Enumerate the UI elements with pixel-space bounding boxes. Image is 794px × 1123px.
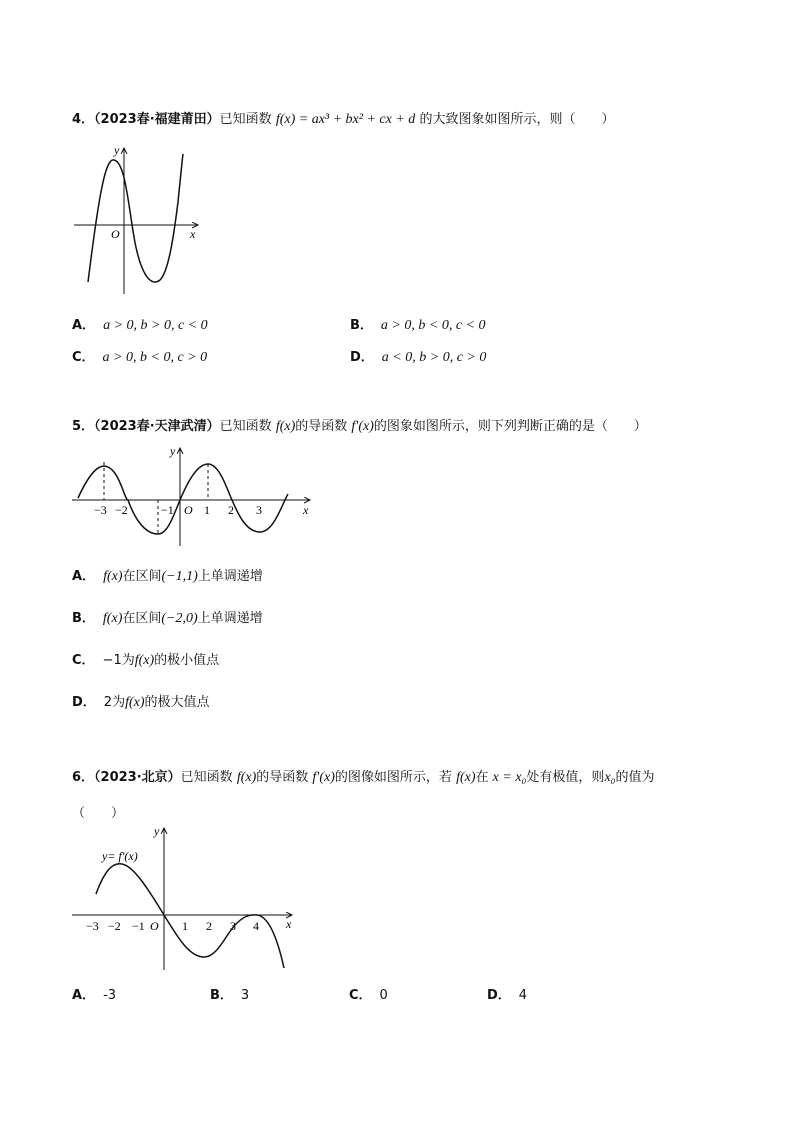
stem-text: 在 [475, 770, 489, 785]
option-text: 3 [240, 988, 250, 1003]
question-number: 6． [72, 770, 95, 785]
q6-graph [70, 822, 300, 974]
option-text: 的极大值点 [144, 695, 210, 710]
question-source: （2023·北京） [94, 770, 181, 785]
answer-paren: （ ） [72, 806, 125, 821]
option-text: 2为 [103, 695, 126, 710]
formula: f(x) [102, 611, 123, 626]
tick-label: −1 [132, 919, 145, 933]
option-label: A． [72, 988, 96, 1003]
option-text: 的极小值点 [154, 653, 220, 668]
tick-label: 1 [182, 919, 188, 933]
y-label: y [170, 444, 176, 458]
formula: f(x) = ax³ + bx² + cx + d [275, 112, 416, 127]
tick-label: 2 [228, 503, 234, 517]
stem-text: 处有极值，则 [526, 770, 605, 785]
formula: f(x) [236, 770, 257, 785]
question-6-paren [72, 802, 124, 821]
q5-option-c[interactable] [72, 649, 219, 669]
origin-label: O [184, 503, 193, 517]
question-source: （2023春·福建莆田） [94, 112, 220, 127]
y-label: y [114, 143, 120, 157]
option-text: a > 0, b < 0, c > 0 [102, 350, 208, 365]
option-text: -3 [103, 988, 117, 1003]
derivative-curve [78, 464, 288, 534]
stem-text: 的大致图象如图所示，则（ ） [419, 112, 615, 127]
tick-label: 3 [256, 503, 262, 517]
formula: f(x) [275, 419, 296, 434]
option-text: a < 0, b > 0, c > 0 [381, 350, 487, 365]
cubic-curve [88, 154, 183, 282]
x-label: x [303, 503, 309, 517]
option-text: 4 [518, 988, 528, 1003]
formula: f(x) [134, 653, 155, 668]
stem-text: 已知函数 [219, 112, 272, 127]
question-number: 5． [72, 419, 95, 434]
q6-option-b[interactable] [210, 984, 249, 1003]
tick-label: −3 [86, 919, 99, 933]
q6-option-c[interactable] [349, 984, 388, 1003]
option-text: 上单调递增 [197, 611, 263, 626]
y-label: y [154, 824, 160, 838]
q5-option-d[interactable] [72, 691, 210, 711]
formula: f′(x) [351, 419, 374, 434]
q5-option-b[interactable] [72, 607, 263, 627]
stem-text: 的图象如图所示，则下列判断正确的是（ ） [373, 419, 647, 434]
stem-text: 已知函数 [180, 770, 233, 785]
formula: f(x) [103, 569, 123, 584]
stem-text: 的图像如图所示，若 [334, 770, 452, 785]
q4-option-c[interactable] [72, 346, 207, 366]
option-label: B． [350, 318, 373, 333]
q6-option-d[interactable] [487, 984, 527, 1003]
option-text: 上单调递增 [197, 569, 263, 584]
curve-label: y= f′(x) [102, 849, 138, 863]
q4-graph [70, 142, 210, 298]
question-number: 4． [72, 112, 95, 127]
tick-label: −3 [94, 503, 107, 517]
q4-option-b[interactable] [350, 314, 485, 334]
tick-label: −2 [115, 503, 128, 517]
tick-label: −1 [161, 503, 174, 517]
option-text: −1为 [102, 653, 135, 668]
option-label: A． [72, 569, 96, 584]
formula: f(x) [456, 770, 476, 785]
stem-text: 的导函数 [256, 770, 309, 785]
interval: (−2,0) [161, 611, 198, 626]
question-5-stem [72, 415, 647, 435]
question-source: （2023春·天津武清） [94, 419, 220, 434]
q4-option-a[interactable] [72, 314, 208, 334]
interval: (−1,1) [161, 569, 198, 584]
formula: f(x) [125, 695, 145, 710]
option-text: 在区间 [122, 611, 162, 626]
q5-option-a[interactable] [72, 565, 263, 585]
x-label: x [190, 227, 196, 241]
option-label: D． [487, 988, 511, 1003]
derivative-curve [96, 864, 284, 968]
tick-label: 3 [230, 919, 236, 933]
stem-text: 的导函数 [295, 419, 348, 434]
option-text: a > 0, b > 0, c < 0 [103, 318, 208, 333]
origin-label: O [150, 919, 159, 933]
option-label: B． [210, 988, 233, 1003]
option-label: A． [72, 318, 96, 333]
q5-graph [70, 442, 320, 550]
formula: x = x₀ [492, 770, 527, 785]
question-4-stem [72, 108, 614, 128]
formula: f′(x) [312, 770, 335, 785]
question-6-stem [72, 766, 655, 786]
option-label: D． [72, 695, 96, 710]
option-text: a > 0, b < 0, c < 0 [380, 318, 486, 333]
stem-text: 的值为 [615, 770, 655, 785]
tick-label: 4 [253, 919, 259, 933]
tick-label: −2 [108, 919, 121, 933]
origin-label: O [111, 227, 120, 241]
option-text: 在区间 [122, 569, 162, 584]
option-label: C． [72, 350, 95, 365]
option-label: B． [72, 611, 95, 626]
option-label: C． [72, 653, 95, 668]
x-label: x [286, 917, 292, 931]
q4-option-d[interactable] [350, 346, 486, 366]
option-label: D． [350, 350, 374, 365]
option-text: 0 [379, 988, 388, 1003]
tick-label: 1 [204, 503, 210, 517]
option-label: C． [349, 988, 372, 1003]
stem-text: 已知函数 [219, 419, 272, 434]
tick-label: 2 [206, 919, 212, 933]
formula: x₀ [604, 770, 616, 785]
q6-option-a[interactable] [72, 984, 116, 1003]
